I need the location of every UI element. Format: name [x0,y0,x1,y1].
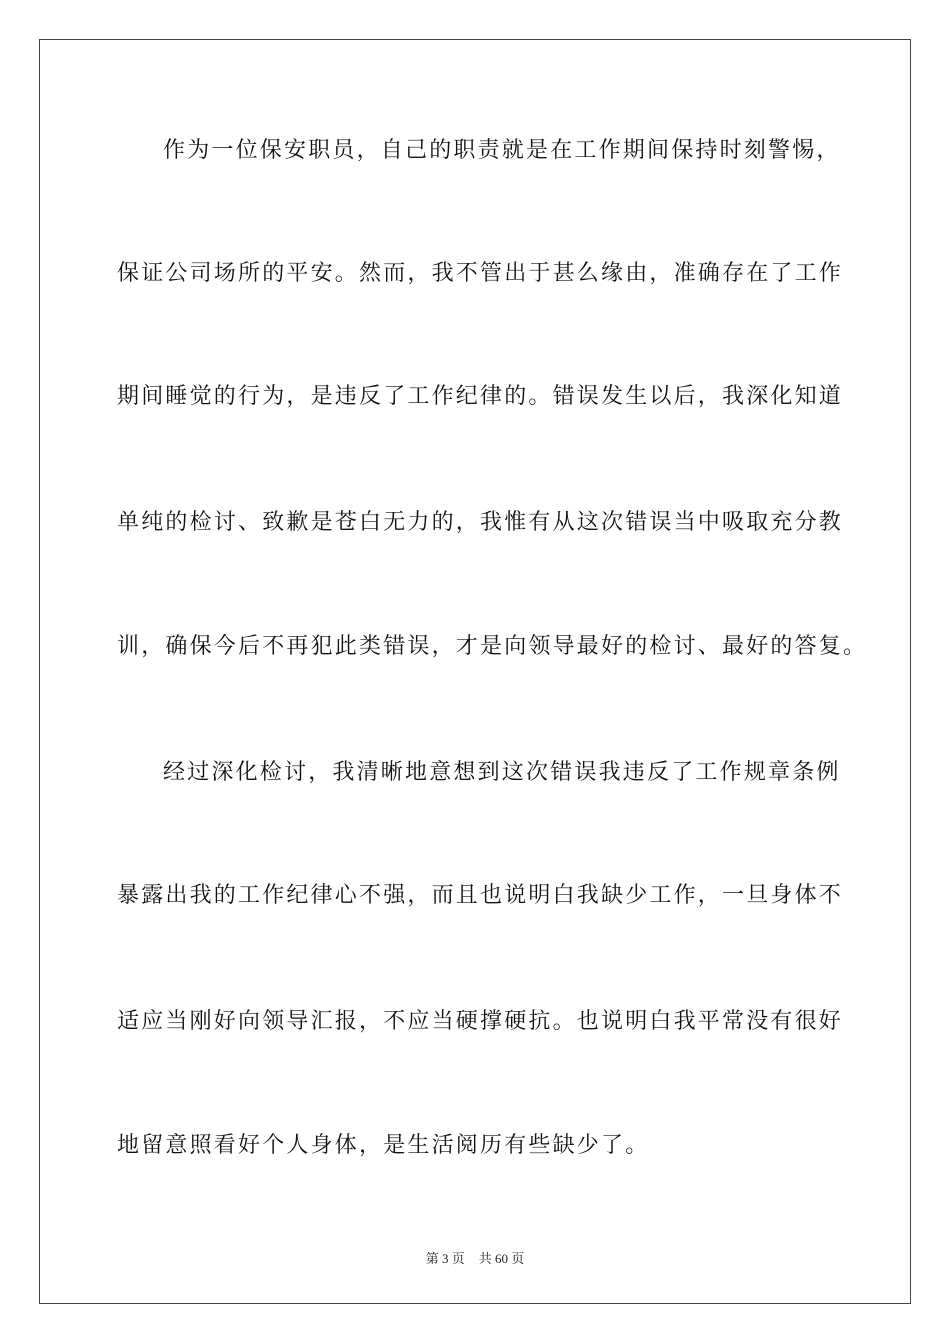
page-border [39,39,911,1304]
page-number: 第 3 页 [425,1251,465,1266]
paragraph-1-line-2: 保证公司场所的平安。然而，我不管出于甚么缘由，准确存在了工作 [117,261,844,286]
paragraph-1-line-5: 训，确保今后不再犯此类错误，才是向领导最好的检讨、最好的答复。 [117,634,868,659]
page-total: 共 60 页 [478,1251,525,1266]
paragraph-1-line-4: 单纯的检讨、致歉是苍白无力的，我惟有从这次错误当中吸取充分教 [117,510,844,535]
paragraph-2-line-2: 暴露出我的工作纪律心不强，而且也说明白我缺少工作，一旦身体不 [117,883,844,908]
paragraph-1-line-1: 作为一位保安职员，自己的职责就是在工作期间保持时刻警惕， [163,138,841,163]
page-footer [0,1248,950,1267]
paragraph-2-line-1: 经过深化检讨，我清晰地意想到这次错误我违反了工作规章条例 [163,760,841,785]
paragraph-2-line-4: 地留意照看好个人身体，是生活阅历有些缺少了。 [117,1133,650,1158]
paragraph-1-line-3: 期间睡觉的行为，是违反了工作纪律的。错误发生以后，我深化知道 [117,384,844,409]
paragraph-2-line-3: 适应当刚好向领导汇报，不应当硬撑硬抗。也说明白我平常没有很好 [117,1009,844,1034]
